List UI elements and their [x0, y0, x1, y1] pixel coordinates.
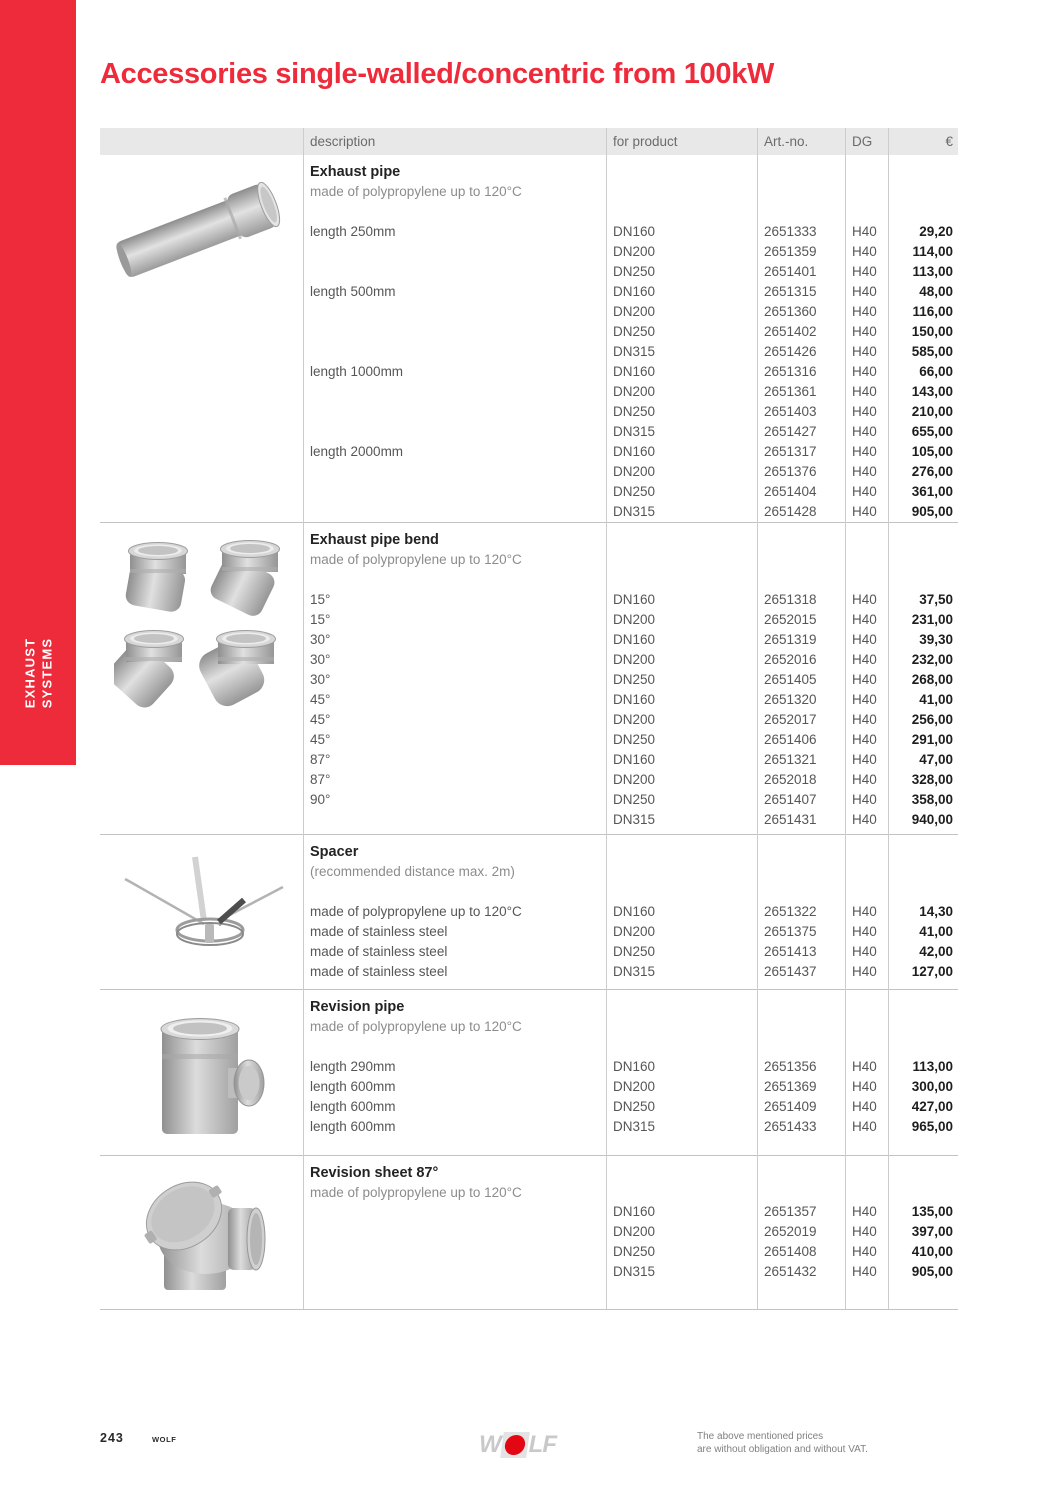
row-art_no: 2651409 [764, 1099, 817, 1114]
row-art_no: 2651402 [764, 324, 817, 339]
row-price: 328,00 [911, 772, 953, 787]
row-product: DN160 [613, 364, 656, 379]
row-description: made of stainless steel [310, 944, 448, 959]
row-art_no: 2651431 [764, 812, 817, 827]
row-product: DN200 [613, 384, 656, 399]
row-price: 113,00 [912, 264, 953, 279]
row-art_no: 2651359 [764, 244, 817, 259]
row-art_no: 2651360 [764, 304, 817, 319]
row-dg: H40 [852, 964, 877, 979]
wolf-logo [479, 1432, 556, 1458]
row-dg: H40 [852, 304, 877, 319]
row-price: 905,00 [911, 504, 953, 519]
row-art_no: 2651322 [764, 904, 817, 919]
row-dg: H40 [852, 504, 877, 519]
row-description: length 600mm [310, 1119, 396, 1134]
sidebar-label-line2: SYSTEMS [39, 637, 54, 708]
row-product: DN315 [613, 344, 656, 359]
row-price: 358,00 [911, 792, 953, 807]
row-price: 48,00 [919, 284, 953, 299]
section-exhaust-pipe [100, 155, 958, 522]
row-price: 410,00 [911, 1244, 953, 1259]
row-description [310, 1242, 606, 1262]
row-price: 300,00 [911, 1079, 953, 1094]
wolf-logo-w: W [479, 1431, 501, 1458]
row-art_no: 2651403 [764, 404, 817, 419]
row-price: 37,50 [919, 592, 953, 607]
row-price: 210,00 [911, 404, 953, 419]
row-art_no: 2651433 [764, 1119, 817, 1134]
row-dg: H40 [852, 1204, 877, 1219]
row-dg: H40 [852, 712, 877, 727]
exhaust-pipe-image [100, 163, 303, 522]
row-description [310, 342, 606, 362]
row-dg: H40 [852, 672, 877, 687]
row-art_no: 2651317 [764, 444, 817, 459]
row-dg: H40 [852, 1224, 877, 1239]
row-dg: H40 [852, 632, 877, 647]
column-divider [757, 128, 758, 1309]
row-dg: H40 [852, 924, 877, 939]
row-description: length 600mm [310, 1099, 396, 1114]
section-spacer [100, 834, 958, 989]
row-price: 905,00 [911, 1264, 953, 1279]
row-dg: H40 [852, 384, 877, 399]
row-price: 361,00 [911, 484, 953, 499]
row-dg: H40 [852, 1244, 877, 1259]
section-title: Revision sheet 87° [310, 1165, 439, 1181]
row-product: DN200 [613, 1224, 656, 1239]
price-table [100, 128, 958, 1310]
row-product: DN200 [613, 652, 656, 667]
row-price: 42,00 [919, 944, 953, 959]
row-description [310, 482, 606, 502]
row-description [310, 322, 606, 342]
row-description [310, 382, 606, 402]
row-price: 276,00 [911, 464, 953, 479]
row-price: 47,00 [919, 752, 953, 767]
row-description: 15° [310, 612, 331, 627]
row-price: 113,00 [912, 1059, 953, 1074]
row-dg: H40 [852, 1264, 877, 1279]
row-dg: H40 [852, 224, 877, 239]
section-title: Exhaust pipe [310, 164, 401, 180]
row-art_no: 2651413 [764, 944, 817, 959]
row-description: length 500mm [310, 284, 396, 299]
row-art_no: 2651321 [764, 752, 817, 767]
row-art_no: 2651408 [764, 1244, 817, 1259]
section-revision-pipe [100, 989, 958, 1155]
row-price: 143,00 [911, 384, 953, 399]
row-art_no: 2651361 [764, 384, 817, 399]
row-dg: H40 [852, 444, 877, 459]
section-subtitle: made of polypropylene up to 120°C [310, 1185, 522, 1200]
row-price: 655,00 [911, 424, 953, 439]
row-price: 232,00 [911, 652, 953, 667]
row-price: 256,00 [911, 712, 953, 727]
row-price: 114,00 [912, 244, 953, 259]
row-dg: H40 [852, 692, 877, 707]
row-product: DN250 [613, 732, 656, 747]
page-title: Accessories single-walled/concentric from 100kW [100, 58, 775, 90]
row-description: length 1000mm [310, 364, 404, 379]
row-description [310, 810, 606, 830]
row-price: 41,00 [919, 924, 953, 939]
row-product: DN160 [613, 752, 656, 767]
row-product: DN160 [613, 904, 656, 919]
row-product: DN200 [613, 1079, 656, 1094]
row-art_no: 2651401 [764, 264, 817, 279]
row-product: DN160 [613, 224, 656, 239]
row-dg: H40 [852, 244, 877, 259]
row-price: 135,00 [911, 1204, 953, 1219]
spacer-image [100, 843, 303, 989]
row-art_no: 2651320 [764, 692, 817, 707]
section-title: Spacer [310, 844, 359, 860]
column-divider [888, 128, 889, 1309]
row-art_no: 2651369 [764, 1079, 817, 1094]
row-product: DN200 [613, 304, 656, 319]
table-body [100, 155, 958, 1310]
row-product: DN200 [613, 612, 656, 627]
row-dg: H40 [852, 344, 877, 359]
row-product: DN315 [613, 1264, 656, 1279]
sidebar-label-line1: EXHAUST [22, 637, 37, 708]
row-dg: H40 [852, 792, 877, 807]
row-product: DN160 [613, 284, 656, 299]
row-product: DN200 [613, 924, 656, 939]
row-art_no: 2651375 [764, 924, 817, 939]
row-product: DN315 [613, 812, 656, 827]
row-art_no: 2651318 [764, 592, 817, 607]
row-dg: H40 [852, 652, 877, 667]
row-product: DN315 [613, 964, 656, 979]
row-art_no: 2651356 [764, 1059, 817, 1074]
row-price: 268,00 [911, 672, 953, 687]
column-divider [303, 128, 304, 1309]
row-description: made of polypropylene up to 120°C [310, 904, 522, 919]
column-divider [606, 128, 607, 1309]
row-product: DN200 [613, 244, 656, 259]
column-divider [845, 128, 846, 1309]
row-art_no: 2651357 [764, 1204, 817, 1219]
row-description: 15° [310, 592, 331, 607]
row-description [310, 1262, 606, 1282]
wolf-logo-o [500, 1432, 530, 1458]
row-description [310, 242, 606, 262]
row-dg: H40 [852, 592, 877, 607]
header-description: description [310, 134, 376, 149]
row-art_no: 2651404 [764, 484, 817, 499]
row-dg: H40 [852, 944, 877, 959]
row-product: DN200 [613, 464, 656, 479]
row-description [310, 402, 606, 422]
row-dg: H40 [852, 464, 877, 479]
wolf-logo-red-dot-icon [503, 1435, 526, 1455]
exhaust-pipe-bend-image [100, 531, 303, 834]
row-description: 45° [310, 732, 331, 747]
footer-note-line1: The above mentioned prices [697, 1431, 824, 1442]
sidebar-tab [0, 0, 76, 765]
row-description: 30° [310, 652, 331, 667]
row-dg: H40 [852, 752, 877, 767]
page-number: 243 [100, 1431, 124, 1445]
row-price: 427,00 [911, 1099, 953, 1114]
row-price: 41,00 [919, 692, 953, 707]
row-product: DN160 [613, 692, 656, 707]
row-art_no: 2652016 [764, 652, 817, 667]
row-art_no: 2651428 [764, 504, 817, 519]
row-description [310, 262, 606, 282]
row-art_no: 2651315 [764, 284, 817, 299]
row-description: length 290mm [310, 1059, 396, 1074]
row-dg: H40 [852, 324, 877, 339]
row-product: DN250 [613, 944, 656, 959]
section-exhaust-pipe-bend [100, 522, 958, 834]
row-dg: H40 [852, 1119, 877, 1134]
header-dg: DG [852, 134, 873, 149]
row-price: 66,00 [919, 364, 953, 379]
row-dg: H40 [852, 364, 877, 379]
row-description [310, 462, 606, 482]
row-product: DN250 [613, 264, 656, 279]
row-product: DN315 [613, 424, 656, 439]
section-subtitle: made of polypropylene up to 120°C [310, 1019, 522, 1034]
row-art_no: 2651405 [764, 672, 817, 687]
row-price: 39,30 [919, 632, 953, 647]
row-description: 45° [310, 692, 331, 707]
row-description [310, 422, 606, 442]
section-title: Revision pipe [310, 999, 405, 1015]
row-price: 965,00 [911, 1119, 953, 1134]
row-description: made of stainless steel [310, 924, 448, 939]
row-art_no: 2651426 [764, 344, 817, 359]
row-description: 30° [310, 672, 331, 687]
row-product: DN250 [613, 1244, 656, 1259]
row-dg: H40 [852, 772, 877, 787]
revision-sheet-image [100, 1164, 303, 1309]
row-product: DN160 [613, 444, 656, 459]
row-dg: H40 [852, 424, 877, 439]
row-product: DN160 [613, 1204, 656, 1219]
wolf-logo-lf: LF [528, 1431, 556, 1458]
row-description: 90° [310, 792, 331, 807]
row-price: 585,00 [911, 344, 953, 359]
row-description [310, 1222, 606, 1242]
row-dg: H40 [852, 404, 877, 419]
row-product: DN160 [613, 632, 656, 647]
revision-pipe-image [100, 998, 303, 1155]
row-product: DN315 [613, 1119, 656, 1134]
row-price: 116,00 [912, 304, 953, 319]
footer-note-line2: are without obligation and without VAT. [697, 1444, 868, 1455]
section-subtitle: made of polypropylene up to 120°C [310, 184, 522, 199]
row-description: 45° [310, 712, 331, 727]
row-description: length 2000mm [310, 444, 404, 459]
sidebar-label [21, 637, 55, 708]
row-art_no: 2652019 [764, 1224, 817, 1239]
row-description: length 600mm [310, 1079, 396, 1094]
row-price: 940,00 [911, 812, 953, 827]
row-price: 127,00 [911, 964, 953, 979]
row-art_no: 2651406 [764, 732, 817, 747]
section-subtitle: made of polypropylene up to 120°C [310, 552, 522, 567]
row-dg: H40 [852, 1059, 877, 1074]
section-title: Exhaust pipe bend [310, 532, 439, 548]
row-product: DN160 [613, 1059, 656, 1074]
row-price: 105,00 [911, 444, 953, 459]
row-price: 29,20 [919, 224, 953, 239]
row-dg: H40 [852, 264, 877, 279]
row-product: DN250 [613, 792, 656, 807]
row-product: DN160 [613, 592, 656, 607]
row-price: 291,00 [911, 732, 953, 747]
row-product: DN250 [613, 1099, 656, 1114]
header-for-product: for product [613, 134, 678, 149]
row-product: DN250 [613, 404, 656, 419]
row-art_no: 2651376 [764, 464, 817, 479]
row-art_no: 2651407 [764, 792, 817, 807]
row-dg: H40 [852, 1079, 877, 1094]
row-art_no: 2651437 [764, 964, 817, 979]
row-dg: H40 [852, 284, 877, 299]
row-art_no: 2651319 [764, 632, 817, 647]
row-description: 87° [310, 752, 331, 767]
row-description [310, 502, 606, 522]
row-art_no: 2651432 [764, 1264, 817, 1279]
row-art_no: 2651316 [764, 364, 817, 379]
section-subtitle: (recommended distance max. 2m) [310, 864, 515, 879]
row-product: DN315 [613, 504, 656, 519]
row-description: 87° [310, 772, 331, 787]
row-product: DN200 [613, 712, 656, 727]
row-art_no: 2651333 [764, 224, 817, 239]
header-art-no: Art.-no. [764, 134, 809, 149]
row-product: DN250 [613, 672, 656, 687]
section-revision-sheet [100, 1155, 958, 1309]
row-dg: H40 [852, 1099, 877, 1114]
row-price: 397,00 [911, 1224, 953, 1239]
table-header-row [100, 128, 958, 155]
row-product: DN200 [613, 772, 656, 787]
row-product: DN250 [613, 324, 656, 339]
row-product: DN250 [613, 484, 656, 499]
footer-note [697, 1430, 868, 1456]
row-art_no: 2652015 [764, 612, 817, 627]
row-dg: H40 [852, 732, 877, 747]
row-description: made of stainless steel [310, 964, 448, 979]
row-price: 150,00 [911, 324, 953, 339]
row-dg: H40 [852, 904, 877, 919]
row-description [310, 302, 606, 322]
row-dg: H40 [852, 484, 877, 499]
row-price: 14,30 [919, 904, 953, 919]
row-dg: H40 [852, 812, 877, 827]
row-description [310, 1202, 606, 1222]
row-dg: H40 [852, 612, 877, 627]
row-price: 231,00 [911, 612, 953, 627]
footer-brand-text: WOLF [152, 1435, 177, 1444]
header-euro: € [945, 134, 953, 149]
row-art_no: 2652017 [764, 712, 817, 727]
row-description: length 250mm [310, 224, 396, 239]
row-description: 30° [310, 632, 331, 647]
row-art_no: 2652018 [764, 772, 817, 787]
row-art_no: 2651427 [764, 424, 817, 439]
